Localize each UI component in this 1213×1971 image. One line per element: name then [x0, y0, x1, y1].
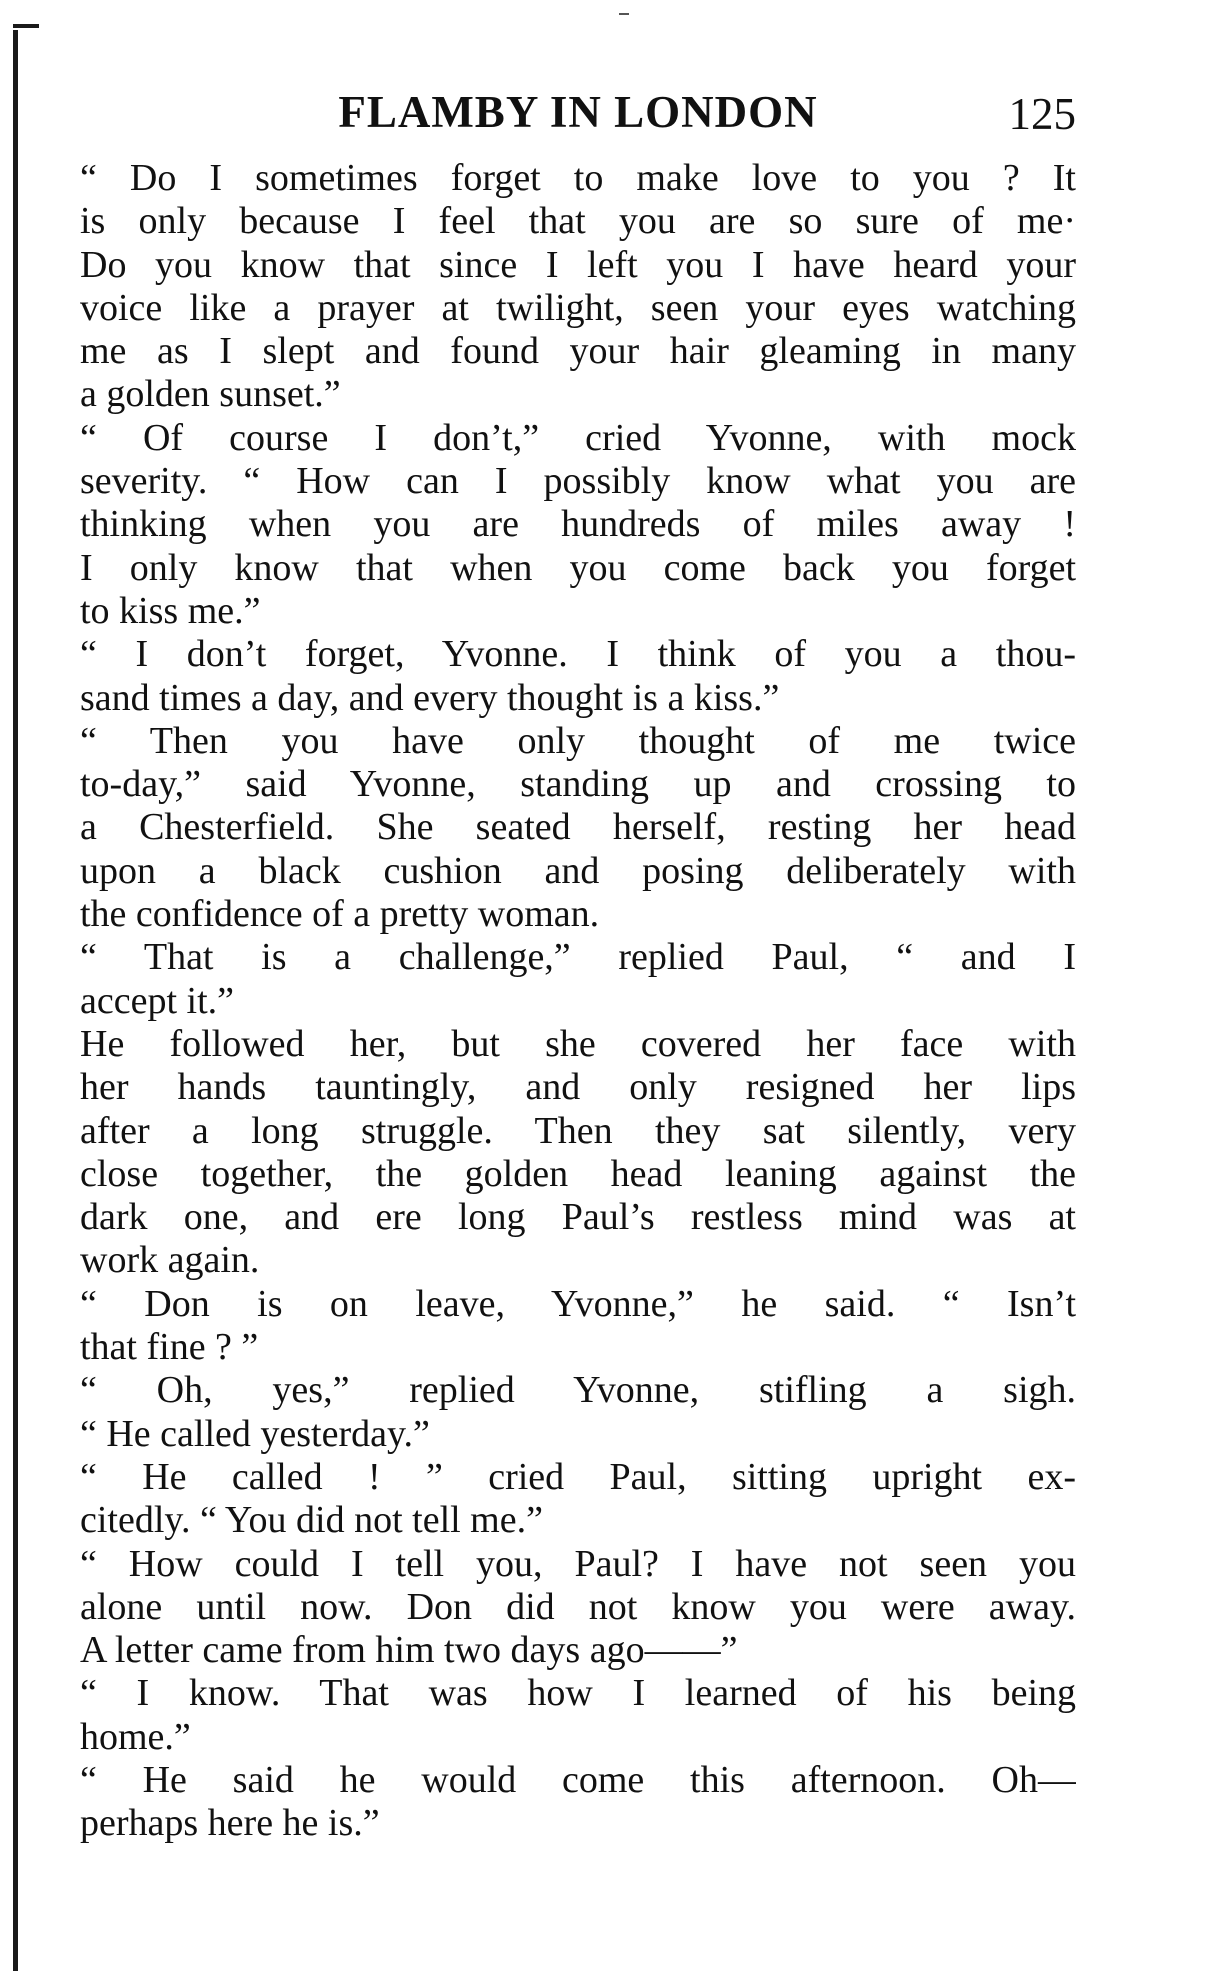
text-line: to kiss me.”: [80, 589, 261, 632]
text-line: a Chesterfield. She seated herself, resting her head: [80, 806, 1076, 849]
text-line: perhaps here he is.”: [80, 1802, 380, 1845]
body-text: [80, 157, 1076, 1846]
text-line: “ He called ! ” cried Paul, sitting upright ex-: [80, 1455, 1076, 1498]
text-line: “ Do I sometimes forget to make love to you ? It: [80, 157, 1076, 199]
text-line: the confidence of a pretty woman.: [80, 893, 600, 936]
text-line: after a long struggle. Then they sat silently, very: [80, 1109, 1076, 1152]
text-line: I only know that when you come back you forget: [80, 546, 1076, 589]
text-line: severity. “ How can I possibly know what you are: [80, 460, 1076, 503]
text-line: He followed her, but she covered her face with: [80, 1022, 1076, 1065]
page-header: [80, 86, 1076, 138]
running-title: FLAMBY IN LONDON: [338, 87, 818, 137]
text-line: “ I know. That was how I learned of his being: [80, 1672, 1076, 1715]
text-line: “ Oh, yes,” replied Yvonne, stifling a sigh.: [80, 1369, 1076, 1412]
text-line: work again.: [80, 1239, 260, 1282]
text-line: home.”: [80, 1715, 191, 1758]
text-line: Do you know that since I left you I have heard your: [80, 243, 1076, 286]
text-line: me as I slept and found your hair gleaming in many: [80, 330, 1076, 373]
text-line: “ Don is on leave, Yvonne,” he said. “ Isn’t: [80, 1282, 1076, 1325]
text-line: that fine ? ”: [80, 1326, 259, 1369]
text-line: upon a black cushion and posing deliberately with: [80, 849, 1076, 892]
text-line: “ He called yesterday.”: [80, 1412, 430, 1455]
text-line: her hands tauntingly, and only resigned her lips: [80, 1066, 1076, 1109]
text-line: to-day,” said Yvonne, standing up and crossing to: [80, 763, 1076, 806]
text-line: thinking when you are hundreds of miles away !: [80, 503, 1076, 546]
text-line: is only because I feel that you are so sure of me·: [80, 200, 1076, 243]
text-line: accept it.”: [80, 979, 235, 1022]
text-line: dark one, and ere long Paul’s restless mind was at: [80, 1196, 1076, 1239]
text-line: “ I don’t forget, Yvonne. I think of you a thou-: [80, 633, 1076, 676]
text-line: close together, the golden head leaning against the: [80, 1152, 1076, 1195]
text-line: voice like a prayer at twilight, seen your eyes watching: [80, 286, 1076, 329]
text-line: alone until now. Don did not know you were away.: [80, 1585, 1076, 1628]
scan-mark: [619, 13, 629, 15]
text-line: “ Then you have only thought of me twice: [80, 719, 1076, 762]
text-line: “ That is a challenge,” replied Paul, “ and I: [80, 936, 1076, 979]
page-number: 125: [1008, 89, 1076, 139]
binding-edge: [13, 30, 18, 1971]
text-line: citedly. “ You did not tell me.”: [80, 1499, 543, 1542]
binding-edge-tick: [13, 24, 39, 28]
text-line: “ How could I tell you, Paul? I have not seen you: [80, 1542, 1076, 1585]
text-line: “ Of course I don’t,” cried Yvonne, with mock: [80, 416, 1076, 459]
text-line: A letter came from him two days ago——”: [80, 1629, 738, 1672]
text-line: a golden sunset.”: [80, 373, 341, 416]
text-line: “ He said he would come this afternoon. Oh—: [80, 1758, 1076, 1801]
text-line: sand times a day, and every thought is a kiss.”: [80, 676, 780, 719]
